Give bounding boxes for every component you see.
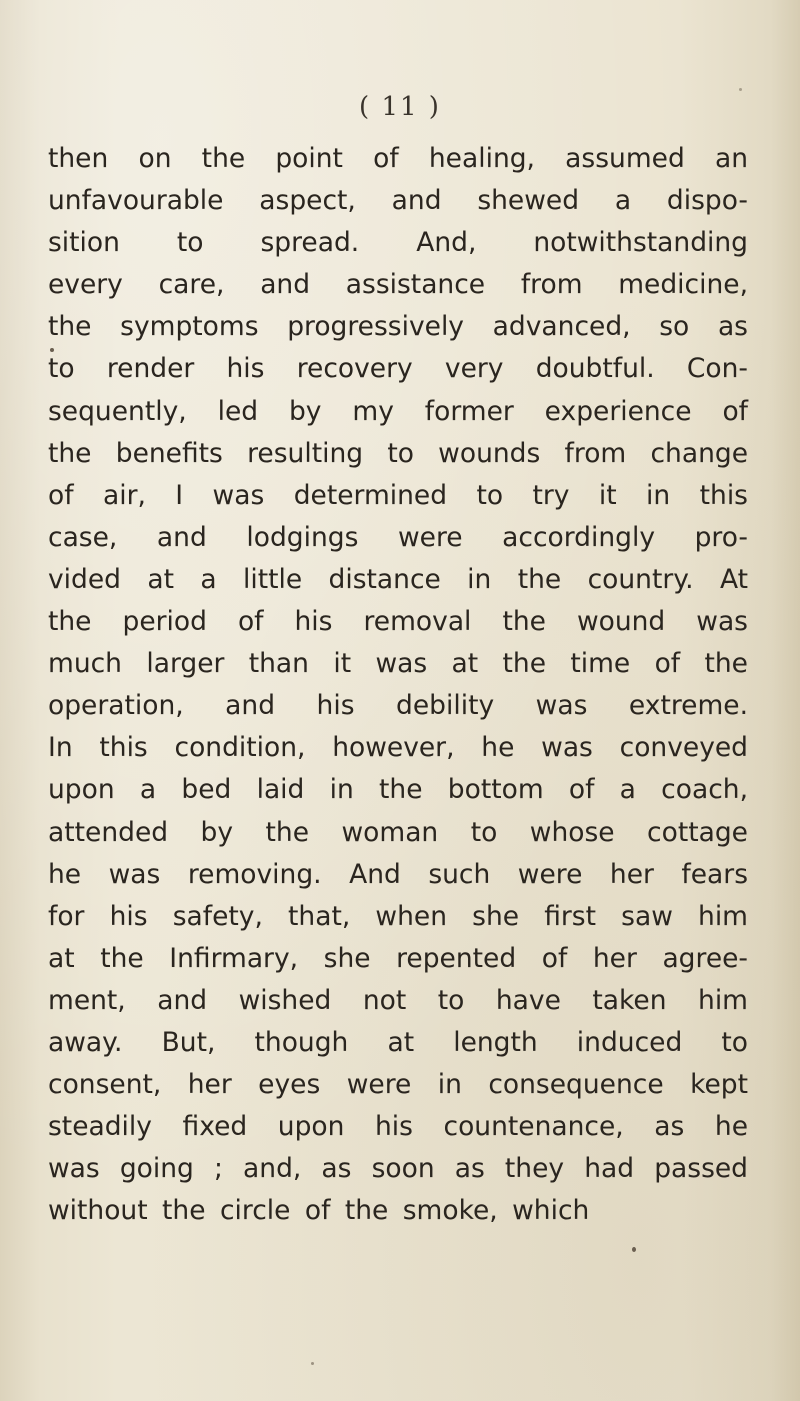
text-line: to render his recovery very doubtful. Con-: [48, 353, 748, 385]
text-line: upon a bed laid in the bottom of a coach,: [48, 774, 748, 806]
text-line: ment, and wished not to have taken him: [48, 984, 748, 1016]
text-line: was going ; and, as soon as they had passed: [48, 1153, 748, 1185]
text-line: of air, I was determined to try it in this: [48, 479, 748, 511]
text-line: for his safety, that, when she first saw him: [48, 900, 748, 932]
text-line: without the circle of the smoke, which: [48, 1195, 590, 1227]
text-line: case, and lodgings were accordingly pro-: [48, 521, 748, 553]
text-line: away. But, though at length induced to: [48, 1026, 748, 1058]
text-line: unfavourable aspect, and shewed a dispo-: [48, 185, 748, 217]
text-line: sition to spread. And, notwithstanding: [48, 227, 748, 259]
text-line: at the Infirmary, she repented of her agree-: [48, 942, 748, 974]
text-line: every care, and assistance from medicine,: [48, 269, 748, 301]
page-number: ( 11 ): [359, 92, 441, 122]
paper-speck: [632, 1247, 636, 1252]
text-line: the benefits resulting to wounds from change: [48, 437, 748, 469]
paper-speck: [739, 88, 742, 91]
text-line: then on the point of healing, assumed an: [48, 143, 748, 174]
text-line: the symptoms progressively advanced, so as: [48, 311, 748, 343]
text-line: attended by the woman to whose cottage: [48, 816, 748, 848]
text-line: he was removing. And such were her fears: [48, 858, 748, 890]
text-line: vided at a little distance in the country. At: [48, 563, 748, 595]
text-line: sequently, led by my former experience of: [48, 395, 748, 427]
paper-speck: [50, 348, 54, 352]
text-line: the period of his removal the wound was: [48, 606, 748, 638]
text-line: consent, her eyes were in consequence kept: [48, 1069, 748, 1101]
text-line: operation, and his debility was extreme.: [48, 690, 748, 722]
paper-speck: [311, 1362, 314, 1365]
body-text: [48, 138, 748, 1232]
text-line: steadily fixed upon his countenance, as he: [48, 1111, 748, 1143]
text-line: In this condition, however, he was conveyed: [48, 732, 748, 764]
text-line: much larger than it was at the time of the: [48, 648, 748, 680]
